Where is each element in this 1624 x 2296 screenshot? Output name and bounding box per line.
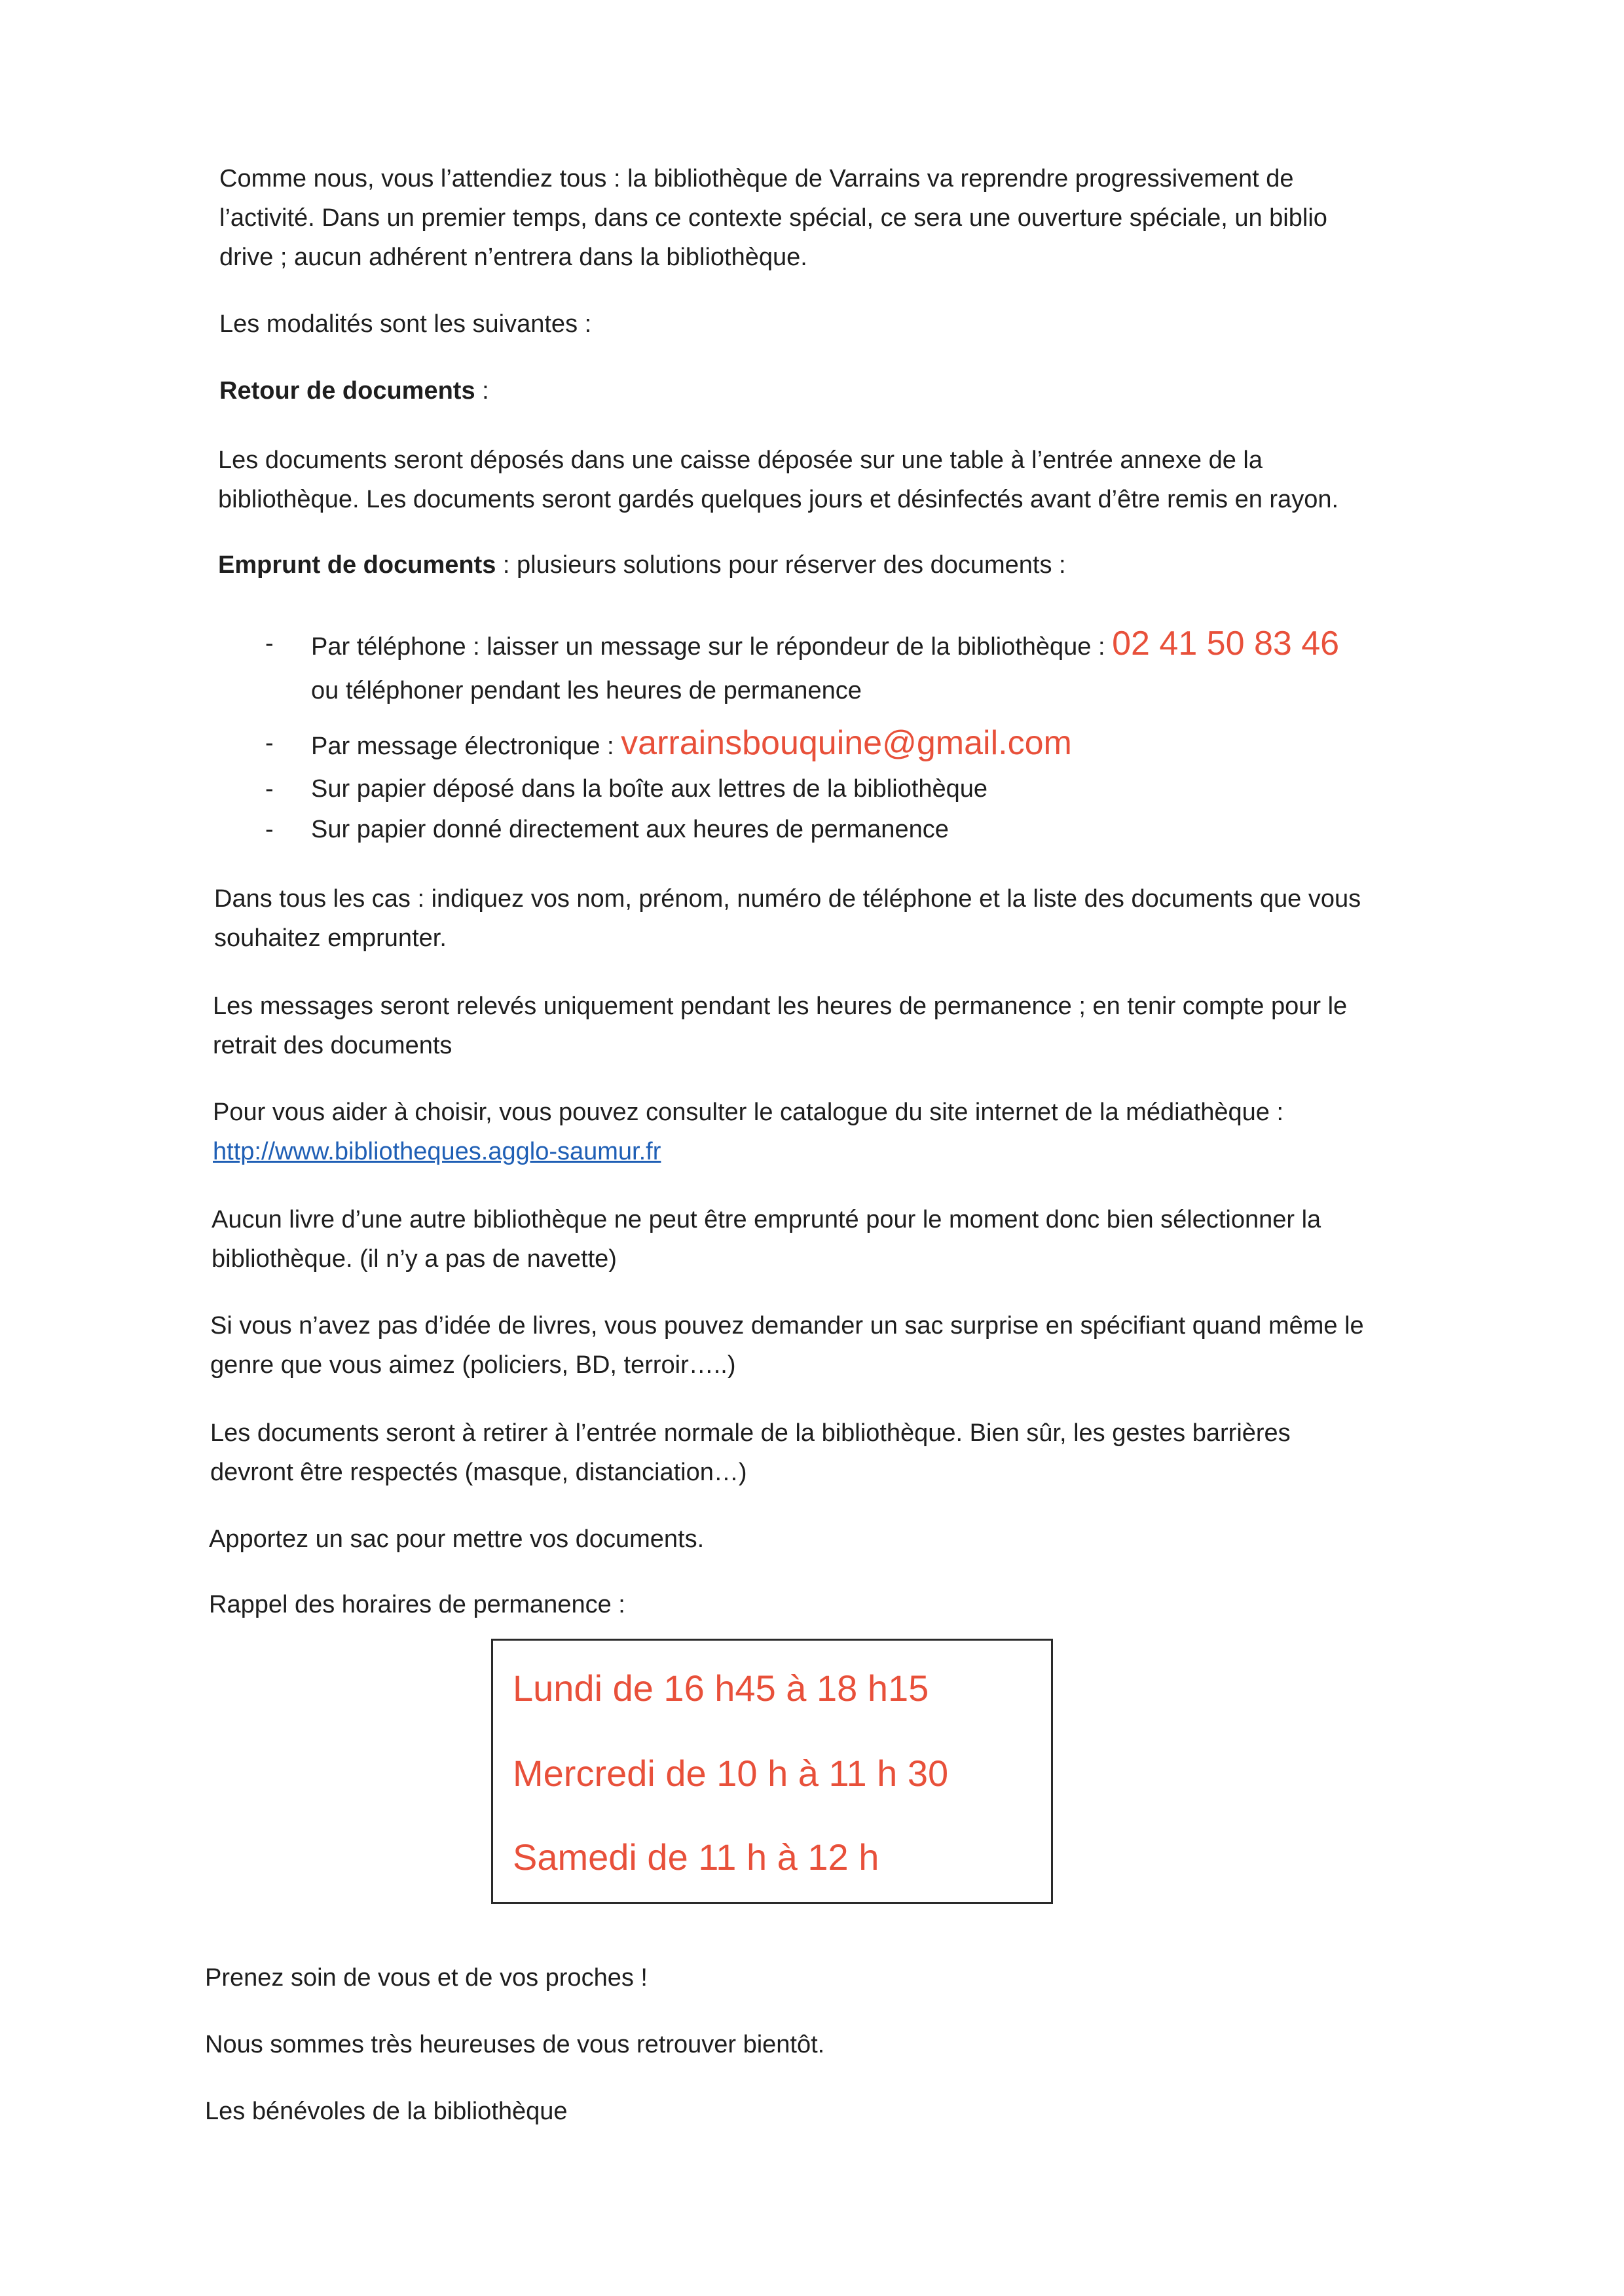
signature: Les bénévoles de la bibliothèque — [205, 2098, 568, 2125]
sac-text: Apportez un sac pour mettre vos documents. — [209, 1525, 705, 1553]
intro-line-1: Comme nous, vous l’attendiez tous : la bibliothèque de Varrains va reprendre progressivement de — [219, 165, 1294, 192]
intro-line-3: drive ; aucun adhérent n’entrera dans la bibliothèque. — [219, 244, 807, 271]
modalites-text: Les modalités sont les suivantes : — [219, 310, 592, 338]
bullet-dash: - — [265, 775, 274, 803]
intro-line-2: l’activité. Dans un premier temps, dans ce contexte spécial, ce sera une ouverture spéciale, un biblio — [219, 204, 1327, 232]
horaire-lundi: Lundi de 16 h45 à 18 h15 — [513, 1667, 929, 1709]
retour-line-2: bibliothèque. Les documents seront gardés quelques jours et désinfectés avant d’être remis en rayon. — [218, 486, 1339, 513]
rappel-text: Rappel des horaires de permanence : — [209, 1591, 625, 1618]
bullet-telephone-line-2: ou téléphoner pendant les heures de permanence — [311, 677, 862, 704]
retour-heading-suffix: : — [475, 377, 489, 405]
bullet-telephone-text: Par téléphone : laisser un message sur le répondeur de la bibliothèque : — [311, 633, 1113, 661]
bullet-dash: - — [265, 729, 274, 757]
retour-line-1: Les documents seront déposés dans une caisse déposée sur une table à l’entrée annexe de la — [218, 446, 1263, 474]
bullet-email — [265, 723, 1072, 766]
retour-heading: Retour de documents — [219, 377, 475, 405]
bullet-email-text: Par message électronique : — [311, 733, 621, 760]
bullet-papier-boite — [265, 769, 988, 809]
retrait-line-1: Les documents seront à retirer à l’entrée normale de la bibliothèque. Bien sûr, les gestes barrières — [210, 1419, 1291, 1447]
messages-line-2: retrait des documents — [213, 1032, 452, 1059]
phone-number[interactable]: 02 41 50 83 46 — [1112, 625, 1340, 663]
retrait-line-2: devront être respectés (masque, distanciation…) — [210, 1459, 747, 1486]
bullet-telephone — [265, 624, 1340, 666]
bullet-papier-boite-text: Sur papier déposé dans la boîte aux lettres de la bibliothèque — [311, 775, 988, 803]
closing-line-2: Nous sommes très heureuses de vous retrouver bientôt. — [205, 2031, 825, 2058]
emprunt-heading-line — [218, 545, 1066, 585]
closing-line-1: Prenez soin de vous et de vos proches ! — [205, 1964, 648, 1992]
surprise-line-2: genre que vous aimez (policiers, BD, terroir…..) — [210, 1351, 736, 1379]
aucun-livre-line-1: Aucun livre d’une autre bibliothèque ne peut être emprunté pour le moment donc bien sélectionner la — [212, 1206, 1321, 1233]
horaire-samedi: Samedi de 11 h à 12 h — [513, 1836, 879, 1878]
emprunt-heading: Emprunt de documents — [218, 551, 496, 579]
retour-heading-line — [219, 371, 489, 410]
catalogue-link-line — [213, 1132, 661, 1171]
bullet-papier-permanence-text: Sur papier donné directement aux heures de permanence — [311, 816, 949, 843]
catalogue-link[interactable]: http://www.bibliotheques.agglo-saumur.fr — [213, 1138, 661, 1165]
bullet-dash: - — [265, 630, 274, 657]
email-address[interactable]: varrainsbouquine@gmail.com — [621, 724, 1072, 762]
messages-line-1: Les messages seront relevés uniquement pendant les heures de permanence ; en tenir compte pour le — [213, 993, 1348, 1020]
bullet-papier-permanence — [265, 810, 949, 849]
schedule-box — [491, 1639, 1053, 1904]
horaire-mercredi: Mercredi de 10 h à 11 h 30 — [513, 1753, 949, 1794]
catalogue-line-1: Pour vous aider à choisir, vous pouvez consulter le catalogue du site internet de la médiathèque : — [213, 1099, 1284, 1126]
surprise-line-1: Si vous n’avez pas d’idée de livres, vous pouvez demander un sac surprise en spécifiant quand même le — [210, 1312, 1364, 1339]
aucun-livre-line-2: bibliothèque. (il n’y a pas de navette) — [212, 1245, 617, 1273]
tous-les-cas-line-2: souhaitez emprunter. — [214, 924, 447, 952]
emprunt-heading-suffix: : plusieurs solutions pour réserver des documents : — [496, 551, 1066, 579]
bullet-dash: - — [265, 816, 274, 843]
tous-les-cas-line-1: Dans tous les cas : indiquez vos nom, prénom, numéro de téléphone et la liste des documents que vous — [214, 885, 1361, 913]
